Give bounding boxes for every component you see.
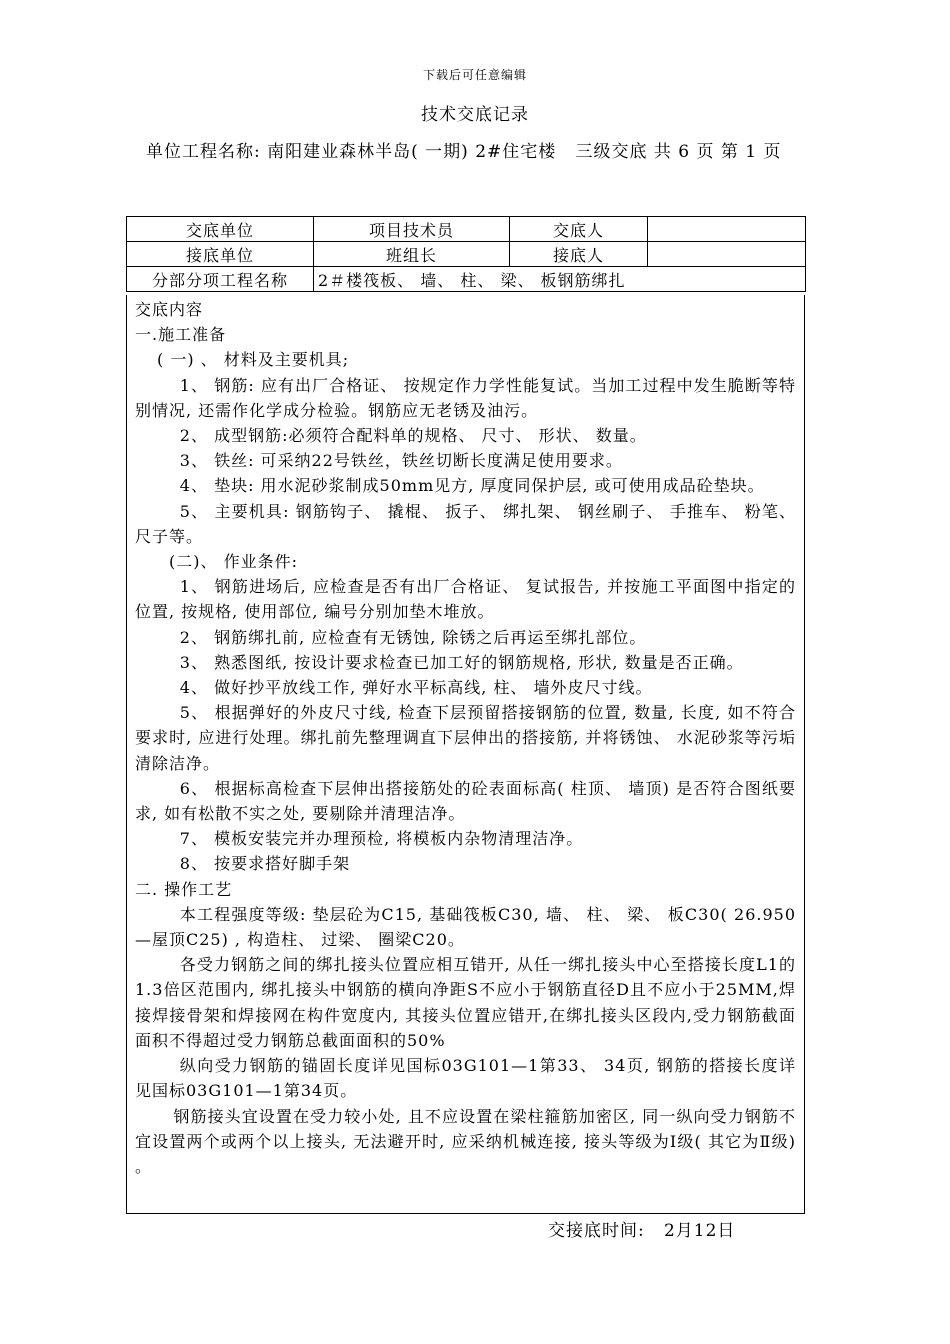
watermark-text: 下载后可任意编辑 (422, 68, 527, 82)
list-item: 4、 做好抄平放线工作, 弹好水平标高线, 柱、 墙外皮尺寸线。 (179, 678, 653, 698)
table-row (127, 217, 806, 242)
list-item: 3、 铁丝: 可采纳22号铁丝，铁丝切断长度满足使用要求。 (179, 451, 623, 471)
subproject-label: 分部分项工程名称 (127, 267, 314, 292)
list-item: 3、 熟悉图纸, 按设计要求检查已加工好的钢筋规格, 形状, 数量是否正确。 (179, 652, 744, 672)
table-row (127, 267, 806, 292)
subsection-heading: (二)、 作业条件: (169, 552, 298, 572)
section-heading: 一.施工准备 (135, 325, 227, 345)
subsection-heading: ( 一) 、 材料及主要机具; (157, 350, 350, 370)
receiver-label: 接底人 (510, 242, 648, 267)
list-item: 1、 钢筋: 应有出厂合格证、 按规定作力学性能复试。当加工过程中发生脆断等特别情况, 还需作化学成分检验。钢筋应无老锈及油污。 (135, 375, 796, 420)
paragraph: 纵向受力钢筋的锚固长度详见国标03G101—1第33、 34页, 钢筋的搭接长度详见国标03G101—1第34页。 (135, 1056, 796, 1101)
list-item: 8、 按要求搭好脚手架 (179, 854, 351, 874)
paragraph: 钢筋接头宜设置在受力较小处, 且不应设置在梁柱箍筋加密区, 同一纵向受力钢筋不宜设置两个或两个以上接头, 无法避开时, 应采纳机械连接, 接头等级为Ⅰ级( 其它为Ⅱ级) 。 (135, 1106, 796, 1176)
project-headline: 单位工程名称: 南阳建业森林半岛( 一期) 2#住宅楼 三级交底 共 6 页 第 1 页 (146, 142, 782, 162)
paragraph: 本工程强度等级: 垫层砼为C15, 基础筏板C30, 墙、 柱、 梁、 板C30( 26.950—屋顶C25) , 构造柱、 过梁、 圈梁C20。 (135, 904, 796, 950)
subproject-value: 2＃楼筏板、 墙、 柱、 梁、 板钢筋绑扎 (314, 267, 806, 292)
list-item: 6、 根据标高检查下层伸出搭接筋处的砼表面标高( 柱顶、 墙顶) 是否符合图纸要求, 如有松散不实之处, 要剔除并清理洁净。 (135, 778, 796, 824)
table-row (127, 242, 806, 267)
receiving-unit-value: 班组长 (314, 242, 510, 267)
list-item: 7、 模板安装完并办理预检, 将模板内杂物清理洁净。 (179, 829, 584, 849)
issuing-unit-label: 交底单位 (127, 217, 314, 242)
list-item: 1、 钢筋进场后, 应检查是否有出厂合格证、 复试报告, 并按施工平面图中指定的位置, 按规格, 使用部位, 编号分别加垫木堆放。 (135, 577, 796, 622)
list-item: 5、 根据弹好的外皮尺寸线, 检查下层预留搭接钢筋的位置, 数量, 长度, 如不符合要求时, 应进行处理。绑扎前先整理调直下层伸出的搭接筋, 并将锈蚀、 水泥砂浆等污垢清除洁净。 (135, 703, 796, 773)
handover-time: 交接底时间: 2月12日 (548, 1221, 736, 1241)
receiver-value (648, 242, 806, 267)
issuer-value (648, 217, 806, 242)
list-item: 2、 钢筋绑扎前, 应检查有无锈蚀, 除锈之后再运至绑扎部位。 (179, 627, 647, 647)
paragraph: 各受力钢筋之间的绑扎接头位置应相互错开, 从任一绑扎接头中心至搭接长度L1的1.3倍区范围内, 绑扎接头中钢筋的横向净距S不应小于钢筋直径D且不应小于25MM,焊接焊接骨架和焊接网在构件宽度内, 其接头位置应错开,在绑扎接头区段内,受力钢筋截面面积不得超过受力钢筋总截面面积的50% (135, 955, 796, 1050)
section-heading: 二. 操作工艺 (135, 879, 233, 899)
document-title: 技术交底记录 (421, 105, 529, 125)
receiving-unit-label: 接底单位 (127, 242, 314, 267)
content-heading: 交底内容 (135, 300, 204, 319)
list-item: 4、 垫块: 用水泥砂浆制成50mm见方, 厚度同保护层, 或可使用成品砼垫块。 (179, 476, 765, 496)
issuing-unit-value: 项目技术员 (314, 217, 510, 242)
content-box (126, 295, 805, 1214)
list-item: 2、 成型钢筋:必须符合配料单的规格、 尺寸、 形状、 数量。 (179, 426, 647, 446)
list-item: 5、 主要机具: 钢筋钩子、 撬棍、 扳子、 绑扎架、 钢丝刷子、 手推车、 粉笔、 尺子等。 (135, 501, 796, 546)
issuer-label: 交底人 (510, 217, 648, 242)
info-table (126, 216, 806, 292)
